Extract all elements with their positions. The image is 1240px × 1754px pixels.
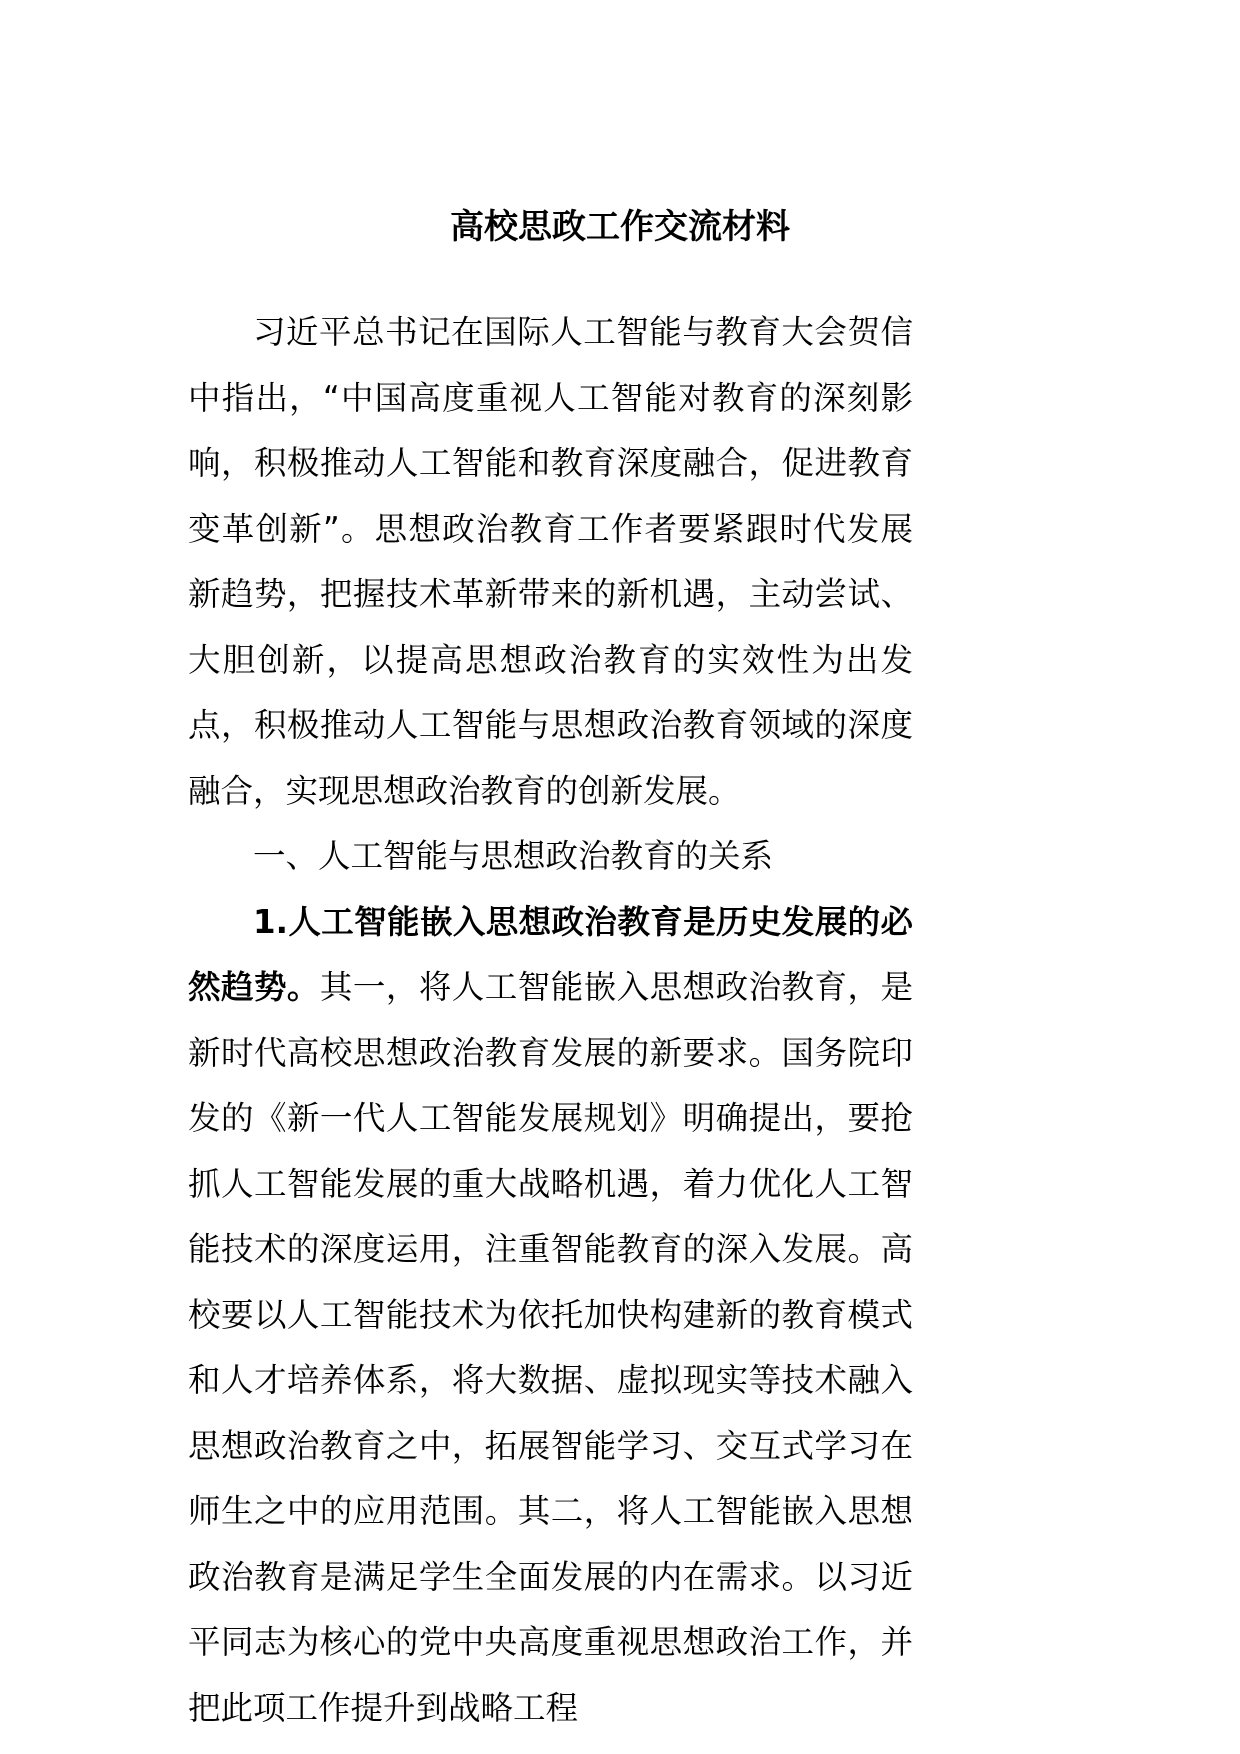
paragraph-point-one [188, 890, 913, 1742]
paragraph-intro: 习近平总书记在国际人工智能与教育大会贺信中指出，“中国高度重视人工智能对教育的深刻影响，积极推动人工智能和教育深度融合，促进教育变革创新”。思想政治教育工作者要紧跟时代发展新趋势，把握技术革新带来的新机遇，主动尝试、大胆创新，以提高思想政治教育的实效性为出发点，积极推动人工智能与思想政治教育领域的深度融合，实现思想政治教育的创新发展。 [188, 313, 913, 810]
point-one-heading: 1.人工智能嵌入思想政治教育是历史发展的必然趋势。 [188, 902, 913, 1006]
document-title: 高校思政工作交流材料 [450, 207, 790, 247]
section-heading-one: 一、人工智能与思想政治教育的关系 [253, 837, 774, 875]
point-one-body: 其一，将人工智能嵌入思想政治教育，是新时代高校思想政治教育发展的新要求。国务院印发的《新一代人工智能发展规划》明确提出，要抢抓人工智能发展的重大战略机遇，着力优化人工智能技术的深度运用，注重智能教育的深入发展。高校要以人工智能技术为依托加快构建新的教育模式和人才培养体系，将大数据、虚拟现实等技术融入思想政治教育之中，拓展智能学习、交互式学习在师生之中的应用范围。其二，将人工智能嵌入思想政治教育是满足学生全面发展的内在需求。以习近平同志为核心的党中央高度重视思想政治工作，并把此项工作提升到战略工程 [188, 968, 913, 1727]
document-body [188, 300, 913, 1741]
